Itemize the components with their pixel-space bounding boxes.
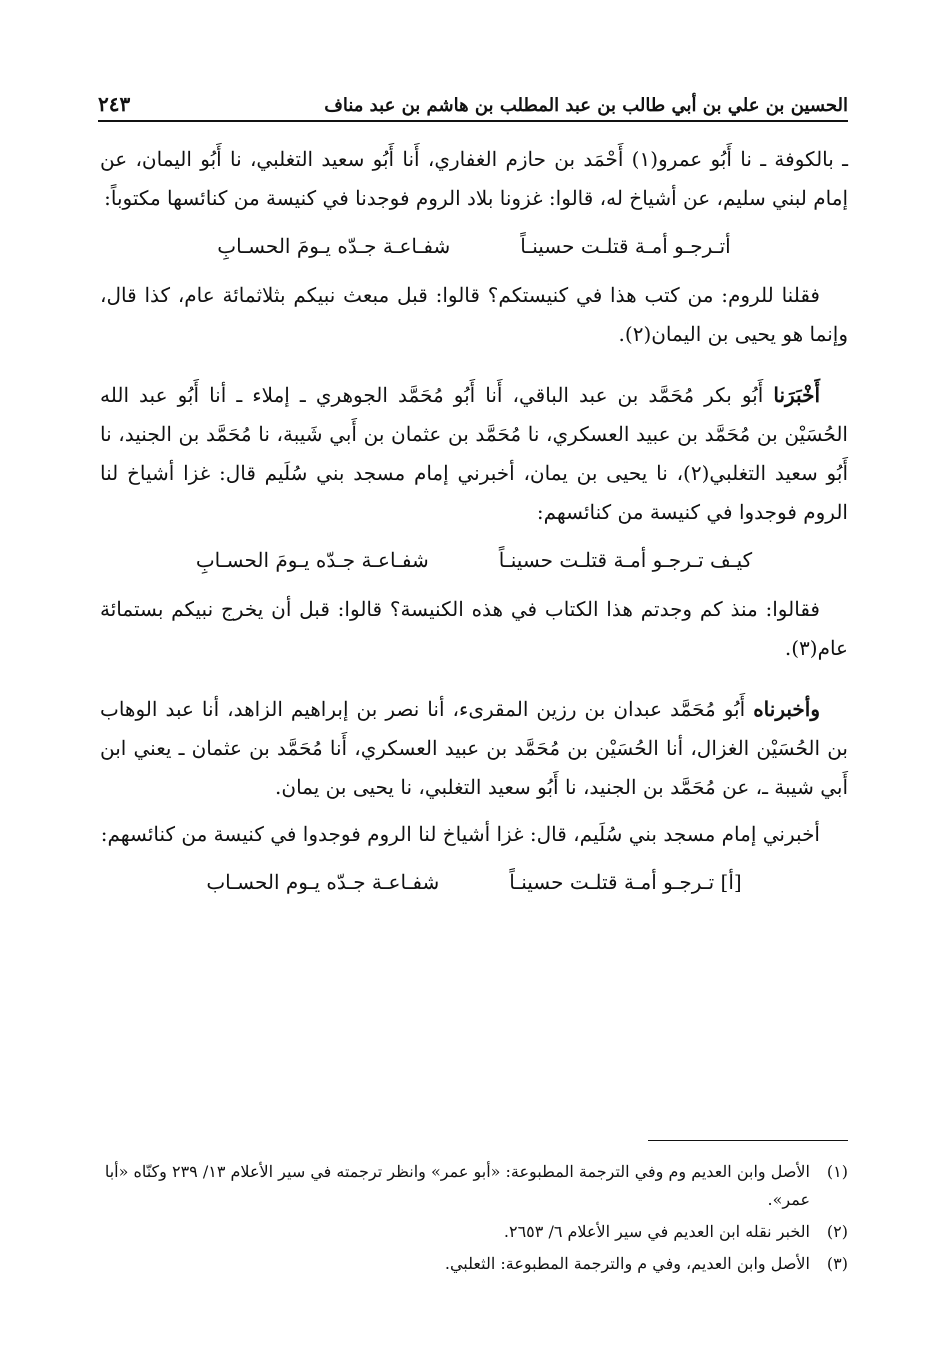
footnotes — [100, 1158, 848, 1282]
paragraph-3-lead-word: أَخْبَرَنا — [773, 383, 820, 407]
verse-2-first-hemistich: كيـف تـرجـو أمـة قتلـت حسينـاً — [498, 548, 753, 572]
footnote-2 — [100, 1218, 848, 1246]
paragraph-3 — [100, 376, 848, 532]
paragraph-5-text: أَبُو مُحَمَّد عبدان بن رزين المقرىء، أنا نصر بن إبراهيم الزاهد، أنا عبد الوهاب بن الحُسَيْن الغزال، أنا الحُسَيْن بن مُحَمَّد بن عبيد العسكري، أَنا مُحَمَّد بن عثمان ـ يعني ابن أَبي شيبة ـ، عن مُحَمَّد بن الجنيد، نا أَبُو سعيد التغلبي، نا يحيى بن يمان. — [100, 697, 848, 799]
footnote-text: الأصل وابن العديم وم وفي الترجمة المطبوعة: «أبو عمر» وانظر ترجمته في سير الأعلام ١٣/ ٢٣٩ وكنّاه «أبا عمر». — [104, 1162, 810, 1209]
verse-1-first-hemistich: أتـرجـو أمـة قتلـت حسينـاً — [520, 234, 731, 258]
verse-2-second-hemistich: شفـاعـة جـدّه يـومَ الحسـابِ — [195, 548, 429, 572]
verse-3-first-hemistich: [أ] تـرجـو أمـة قتلـت حسينـاً — [509, 870, 742, 894]
footnote-text: الأصل وابن العديم، وفي م والترجمة المطبوعة: الثعلبي. — [444, 1254, 810, 1273]
footnote-1 — [100, 1158, 848, 1214]
paragraph-3-text: أَبُو بكر مُحَمَّد بن عبد الباقي، أَنا أَبُو مُحَمَّد الجوهري ـ إملاء ـ أنا أَبُو عبد الله الحُسَيْن بن مُحَمَّد بن عبيد العسكري، نا مُحَمَّد بن عثمان بن أَبي شَيبة، نا مُحَمَّد بن الجنيد، نا أَبُو سعيد التغلبي(٢)، نا يحيى بن يمان، أخبرني إمام مسجد بني سُلَيم قال: غزا أشياخ لنا الروم فوجدوا في كنيسة من كنائسهم: — [100, 383, 849, 524]
verse-3 — [100, 862, 848, 902]
footnote-divider — [648, 1140, 848, 1141]
verse-2 — [100, 540, 848, 580]
paragraph-2: فقلنا للروم: من كتب هذا في كنيستكم؟ قالوا: قبل مبعث نبيكم بثلاثمائة عام، كذا قال، وإنما هو يحيى بن اليمان(٢). — [100, 283, 848, 346]
footnote-text: الخبر نقله ابن العديم في سير الأعلام ٦/ ٢٦٥٣. — [503, 1222, 810, 1241]
page-body — [100, 140, 848, 912]
page-header — [98, 80, 848, 122]
paragraph-4: فقالوا: منذ كم وجدتم هذا الكتاب في هذه الكنيسة؟ قالوا: قبل أن يخرج نبيكم بستمائة عام(٣). — [100, 597, 848, 660]
verse-1 — [100, 226, 848, 266]
paragraph-6: أخبرني إمام مسجد بني سُلَيم، قال: غزا أشياخ لنا الروم فوجدوا في كنيسة من كنائسهم: — [100, 822, 820, 846]
footnote-number: (٢) — [826, 1222, 848, 1241]
footnote-number: (٣) — [826, 1254, 848, 1273]
footnote-number: (١) — [826, 1162, 848, 1181]
paragraph-5 — [100, 690, 848, 807]
running-title: الحسين بن علي بن أبي طالب بن عبد المطلب بن هاشم بن عبد مناف — [324, 95, 848, 116]
page-number: ٢٤٣ — [98, 92, 131, 116]
paragraph-5-lead-word: وأخبرناه — [753, 697, 820, 721]
footnote-3 — [100, 1250, 848, 1278]
verse-1-second-hemistich: شفـاعـة جـدّه يـومَ الحسـابِ — [217, 234, 451, 258]
paragraph-1: ـ بالكوفة ـ نا أَبُو عمرو(١) أَحْمَد بن حازم الغفاري، أَنا أَبُو سعيد التغلبي، نا أَبُو اليمان، عن إمام لبني سليم، عن أشياخ له، قالوا: غزونا بلاد الروم فوجدنا في كنيسة من كنائسها مكتوباً: — [100, 147, 848, 210]
verse-3-second-hemistich: شفـاعـة جـدّه يـوم الحسـاب — [206, 870, 440, 894]
